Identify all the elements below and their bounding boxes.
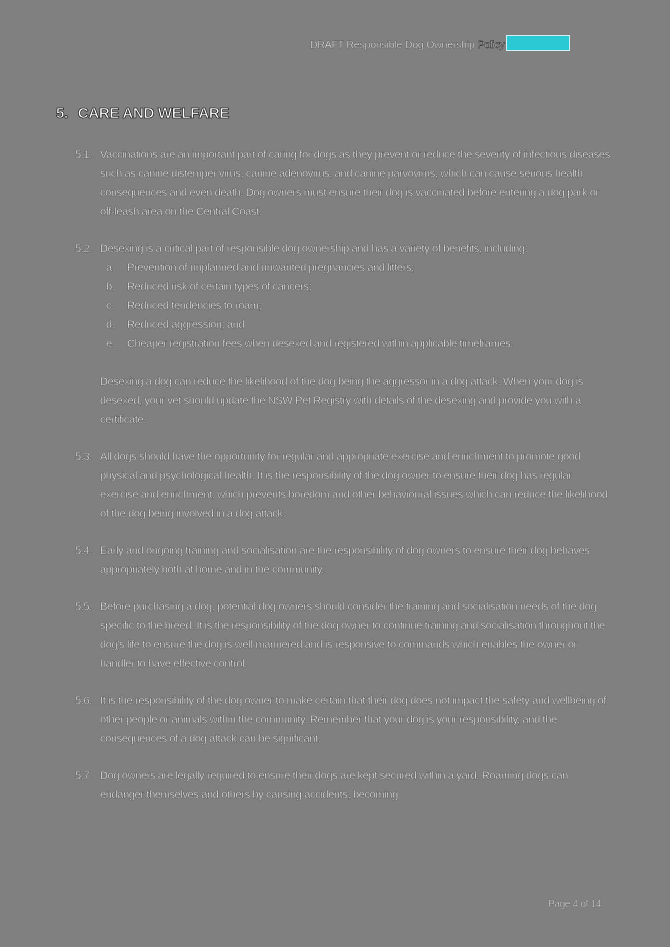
clause-number: 5.7.: [75, 770, 92, 782]
clause-number: 5.2.: [75, 243, 92, 255]
list-item-text: Prevention of unplanned and unwanted pregnancies and litters;: [127, 262, 414, 274]
section-title: CARE AND WELFARE: [77, 105, 230, 122]
list-item: [102, 316, 610, 335]
list-item: [102, 335, 610, 354]
list-marker: c.: [106, 300, 114, 312]
clause-number: 5.1.: [75, 149, 92, 161]
clause-text: All dogs should have the opportunity for regular and appropriate exercise and enrichment to promote good physical and psychological health. It is the responsibility of the dog owner to ensure their dog has regular exercise and enrichment, which prevents boredom and other behavioural issues which can reduce the likelihood of the dog being involved in a dog attack.: [100, 451, 608, 520]
list-item: [102, 278, 610, 297]
list-item-text: Reduced risk of certain types of cancers;: [127, 281, 312, 293]
clause-5-3: [75, 448, 610, 524]
clause-5-2: [75, 240, 610, 430]
clause-number: 5.3.: [75, 451, 92, 463]
clause-number: 5.5.: [75, 601, 92, 613]
clause-5-4: [75, 542, 610, 580]
clause-5-5: [75, 598, 610, 674]
list-item-text: Reduced tendencies to roam;: [127, 300, 262, 312]
page-header: [310, 36, 570, 54]
benefits-list: [100, 259, 610, 354]
document-title: DRAFT Responsible Dog Ownership: [310, 39, 475, 51]
list-marker: e.: [106, 338, 115, 350]
list-marker: a.: [106, 262, 115, 274]
clause-5-1: [75, 146, 610, 222]
clause-text: Desexing is a critical part of responsible dog ownership and has a variety of benefits, including:: [100, 243, 528, 255]
page-number: Page 4 of 14: [548, 899, 602, 910]
list-item: [102, 259, 610, 278]
list-marker: d.: [106, 319, 115, 331]
list-item-text: Cheaper registration fees when desexed and registered within applicable timeframes.: [127, 338, 514, 350]
section-heading: [56, 105, 229, 122]
clause-text: Dog owners are legally required to ensure their dogs are kept secured within a yard. Roaming dogs can endanger themselves and others by causing accidents, becoming: [100, 770, 568, 801]
clause-5-6: [75, 692, 610, 749]
list-item-text: Reduced aggression; and: [127, 319, 245, 331]
document-title-bold: Policy: [477, 39, 505, 51]
clause-5-7: [75, 767, 610, 805]
desexing-followup-paragraph: Desexing a dog can reduce the likelihood of the dog being the aggressor in a dog attack. When your dog is desexed, your vet should update the NSW Pet Registry with details of the desexing and provide you with a certificate.: [100, 376, 584, 426]
list-marker: b.: [106, 281, 115, 293]
highlight-box: [506, 35, 570, 51]
section-number: 5.: [56, 105, 68, 122]
clause-text: Before purchasing a dog, potential dog owners should consider the training and socialisation needs of the dog specific to the breed. It is the responsibility of the dog owner to continue training and socialisation throughout the dog's life to ensure the dog is well-mannered and is responsive to commands which enables the owner or handler to have effective control.: [100, 601, 605, 670]
clause-number: 5.4.: [75, 545, 92, 557]
document-body: [75, 146, 610, 823]
clause-text: It is the responsibility of the dog owner to make certain that their dog does not impact the safety and wellbeing of other people or animals within the community. Remember that your dog is your responsibility, and the consequences of a dog attack can be significant.: [100, 695, 607, 745]
clause-text: Vaccinations are an important part of caring for dogs as they prevent or reduce the severity of infectious diseases such as canine distemper virus, canine adenovirus, and canine parvovirus, which can cause serious health consequences and even death. Dog owners must ensure their dog is vaccinated before entering a dog park or off-leash area on the Central Coast.: [100, 149, 610, 218]
clause-text: Early and ongoing training and socialisation are the responsibility of dog owners to ensure their dog behaves appropriately both at home and in the community.: [100, 545, 590, 576]
clause-number: 5.6.: [75, 695, 92, 707]
list-item: [102, 297, 610, 316]
